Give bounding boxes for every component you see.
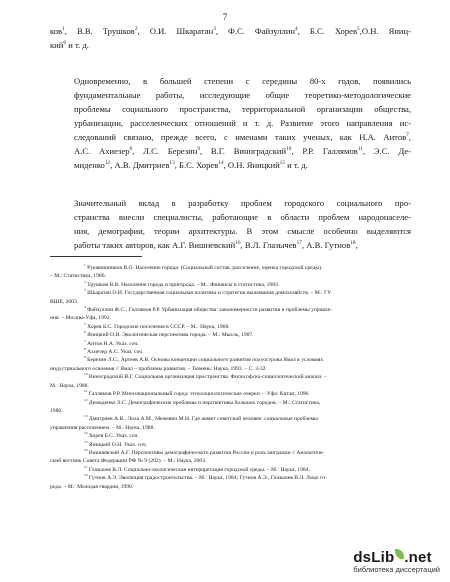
footnote-line: [50, 340, 411, 348]
footnote-number: 8: [84, 348, 86, 352]
footnote-text: Глазычев В.Л. Социально-экологическая интерпретация городской среды. – М.: Наука, 1984.: [88, 466, 310, 473]
footnote-text: Галлямов Р.Р. Многонациональный город: этносоциологические очерки. – Уфа: Китап, 1996.: [88, 391, 310, 398]
footnote-text: Виноградский В.Г. Социальная организация пространства. Философско-социологический анализ. –: [88, 374, 327, 381]
text-run: странства внесли специалисты, работающие в области проблем народонаселе-: [74, 212, 411, 222]
footnote-item: [50, 441, 411, 449]
footnote-number: 2: [84, 280, 86, 284]
footnote-number: 18: [84, 474, 88, 478]
footnote-line: [50, 449, 411, 457]
footnote-line: [50, 441, 411, 449]
footnote-number: 14: [84, 432, 88, 436]
footnote-text: управления расселением. – М.: Наука, 1988.: [50, 424, 155, 431]
footnote-text: – М.: Статистика, 1980.: [50, 273, 106, 280]
text-run: и т. д.: [285, 160, 308, 170]
footnote-line: [50, 298, 411, 306]
footnote-text: Гутнов А.Э. Эволюция градостроительства. – М.: Наука, 1984; Гутнов А.Э., Глазычев В.Л. Лицо го-: [88, 475, 327, 482]
text-run: , О.И. Шкаратан: [137, 26, 214, 36]
footnote-text: ский вестник Совета Федерации РФ № 9 (202). – М.: Наука, 2003.: [50, 458, 207, 465]
dslib-watermark[interactable]: [353, 549, 440, 574]
footnote-line: [50, 432, 411, 440]
footnote-text: рода. – М.: Молодая гвардия, 1990.: [50, 483, 134, 490]
text-run: , Л.С. Березин: [132, 146, 198, 156]
footnotes-list: [50, 264, 411, 491]
footnote-text: индустриального освоения // Ямал – проблемы развития. – Тюмень: Наука, 1993. – С. 3-32.: [50, 365, 267, 372]
text-line: [50, 38, 411, 52]
footnote-ref: 8: [129, 146, 133, 153]
footnote-item: [50, 415, 411, 432]
text-run: , Ф.С. Файзуллин: [215, 26, 296, 36]
footnote-number: 3: [84, 289, 86, 293]
footnote-line: [50, 272, 411, 280]
footnote-item: [50, 373, 411, 390]
footnote-number: 4: [84, 306, 86, 310]
text-run: , В.В. Трушков: [64, 26, 135, 36]
footnote-number: 7: [84, 339, 86, 343]
text-run: ,: [355, 240, 358, 250]
text-run: , Б.С. Хорев: [174, 160, 219, 170]
footnote-number: 17: [84, 465, 88, 469]
text-run: , Б.С. Хорев: [297, 26, 358, 36]
footnote-text: Шкаратан О.И. Государственная социальная политика и стратегии выживания домохозяйств. – М.: ГУ: [87, 290, 332, 297]
footnote-ref: 11: [357, 146, 363, 153]
footnote-line: [50, 331, 411, 339]
text-run: , А.В. Гутнов: [301, 240, 351, 250]
footnote-line: [50, 390, 411, 398]
text-line: [50, 116, 411, 130]
footnote-ref: 16: [235, 240, 241, 247]
footnote-text: Яницкий О.Н. Экологическая перспектива города. – М.: Мысль, 1987.: [87, 332, 254, 339]
footnote-item: [50, 449, 411, 466]
footnote-number: 9: [84, 356, 86, 360]
footnote-number: 6: [84, 331, 86, 335]
footnote-text: Трушков В.В. Население города и пригорода. – М.: Финансы и статистика, 1983.: [87, 281, 280, 288]
footnote-ref: 5: [357, 26, 360, 33]
text-run: , О.Н. Яницкий: [223, 160, 280, 170]
footnote-line: [50, 314, 411, 322]
footnote-number: 15: [84, 440, 88, 444]
footnote-item: [50, 264, 411, 281]
text-run: следований связано, прежде всего, с именами таких ученых, как Н.А. Аитов: [74, 132, 407, 142]
text-line: [50, 130, 411, 144]
footnote-item: [50, 348, 411, 356]
footnote-ref: 2: [134, 26, 138, 33]
text-run: урбанизации, расселенческих отношений и т. д. Развитие этого направления ис-: [74, 118, 411, 128]
footnote-text: М.: Наука, 1988.: [50, 382, 89, 389]
footnote-line: [50, 382, 411, 390]
footnote-item: [50, 340, 411, 348]
footnote-ref: 7: [406, 132, 409, 139]
text-run: ния, демографии, теории архитектуры. В этом смысле особенно выделяются: [74, 226, 411, 236]
footnote-number: 11: [84, 390, 88, 394]
text-line: [50, 196, 411, 210]
text-line: [50, 158, 411, 172]
footnote-item: [50, 323, 411, 331]
footnote-item: [50, 432, 411, 440]
text-run: кий: [50, 40, 64, 50]
footnote-ref: 12: [104, 160, 111, 167]
footnote-text: ния. – Москва-Уфа, 1992.: [50, 315, 111, 322]
footnote-line: [50, 348, 411, 356]
text-run: ,: [408, 132, 411, 142]
footnote-text: Яницкий О.Н. Указ. соч.: [88, 441, 147, 448]
footnote-line: [50, 356, 411, 364]
footnote-line: [50, 466, 411, 474]
footnote-line: [50, 306, 411, 314]
footnote-line: [50, 415, 411, 423]
footnote-line: [50, 474, 411, 482]
text-line: [50, 144, 411, 158]
footnote-item: [50, 398, 411, 419]
footnote-item: [50, 466, 411, 474]
text-line: [50, 102, 411, 116]
footnote-text: Хорев Б.С. Указ. соч.: [88, 433, 139, 440]
dslib-subtitle: библиотека диссертаций: [353, 565, 440, 574]
footnote-number: 16: [84, 448, 88, 453]
text-run: , Э.С. Де-: [362, 146, 411, 156]
footnote-ref: 9: [197, 146, 200, 153]
footnote-text: Хорев Б.С. Городские поселения в СССР. – М.: Наука, 1968.: [87, 323, 230, 330]
footnote-ref: 17: [296, 240, 302, 247]
text-line: [50, 238, 411, 252]
footnote-line: [50, 323, 411, 331]
footnote-item: [50, 356, 411, 373]
footnote-ref: 6: [63, 40, 67, 47]
text-run: , А.В. Дмитриев: [110, 160, 170, 170]
text-line: [50, 24, 411, 38]
text-line: [50, 224, 411, 238]
page-number: 7: [222, 12, 228, 22]
footnote-line: [50, 483, 411, 491]
text-run: , В.Л. Глазычев: [240, 240, 297, 250]
footnote-item: [50, 474, 411, 491]
footnote-number: 12: [84, 398, 88, 402]
footnote-text: ВШЕ, 2003.: [50, 298, 79, 305]
text-run: , Р.Р. Галлямов: [291, 146, 358, 156]
footnote-line: [50, 289, 411, 297]
footnote-ref: 14: [218, 160, 224, 167]
footnote-text: Аитов Н.А. Указ. соч.: [87, 340, 139, 347]
footnote-number: 1: [84, 264, 86, 268]
footnote-ref: 4: [295, 26, 298, 33]
footnote-item: [50, 390, 411, 398]
text-run: , В.Г. Виноградский: [199, 146, 287, 156]
footnote-separator: [50, 256, 142, 257]
text-run: ков: [50, 26, 63, 36]
text-run: Одновременно, в большей степени с середины 80-х годов, появились: [74, 76, 411, 86]
text-run: проблемы социального пространства, территориальной организации общества,: [74, 104, 411, 114]
text-run: и т. д.: [66, 40, 89, 50]
text-run: миденко: [74, 160, 105, 170]
footnote-text: Березин Л.С., Артеев А.В. Основы концепции социального развития полуострова Ямал в условиях: [87, 357, 324, 364]
footnote-ref: 18: [350, 240, 356, 247]
text-run: Значительный вклад в разработку проблем городского социального про-: [74, 198, 411, 208]
paragraph-authors-list: [50, 24, 411, 52]
footnote-line: [50, 399, 411, 407]
footnote-number: 10: [84, 373, 88, 377]
footnote-ref: 10: [286, 146, 292, 153]
footnote-text: 1980.: [50, 407, 63, 414]
text-line: [50, 88, 411, 102]
text-line: [50, 210, 411, 224]
footnote-text: Демиденко Э.С. Демографические проблемы и перспективы больших городов. – М.: Статистика,: [88, 399, 321, 406]
footnote-line: [50, 264, 411, 272]
footnote-line: [50, 407, 411, 415]
footnote-ref: 1: [62, 26, 65, 33]
footnote-line: [50, 373, 411, 381]
footnote-item: [50, 306, 411, 323]
footnote-number: 5: [84, 322, 86, 326]
footnote-line: [50, 424, 411, 432]
footnote-ref: 15: [279, 160, 285, 167]
footnote-text: Рукавишников В.О. Население города: (Социальный состав, расселение, оценка городской среды).: [87, 265, 323, 271]
text-line: [50, 74, 411, 88]
footnote-line: [50, 457, 411, 465]
footnote-text: Вишневский А.Г. Перспективы демографического развития России и роль миграции // Аналитиче-: [88, 449, 325, 456]
footnote-line: [50, 365, 411, 373]
text-run: А.С. Ахиезер: [74, 146, 130, 156]
footnote-line: [50, 281, 411, 289]
leaf-icon: [395, 549, 404, 559]
footnote-number: 13: [84, 415, 88, 419]
footnote-text: Ахиезер А.С. Указ. соч.: [87, 349, 144, 356]
footnote-ref: 3: [213, 26, 216, 33]
text-run: работы таких авторов, как А.Г. Вишневский: [74, 240, 236, 250]
footnote-item: [50, 289, 411, 306]
paragraph-fundamental-works: [50, 74, 411, 172]
footnote-ref: 13: [169, 160, 175, 167]
dslib-logo: dsLib .net: [353, 549, 432, 566]
footnote-text: Дмитриев А.В., Лола А.М., Межевич М.Н. Где живет советский человек: социальные проблемы: [88, 416, 318, 423]
footnote-text: Файзуллин Ф.С., Галлямов Р.Р. Урбанизация общества: закономерности развития и проблемы управле-: [87, 307, 332, 314]
text-run: фундаментальные работы, исследующие общие теоретико-методологические: [74, 90, 411, 100]
footnote-item: [50, 331, 411, 339]
footnote-item: [50, 281, 411, 289]
paragraph-specialists-contribution: [50, 196, 411, 252]
text-run: ,О.Н. Яниц-: [359, 26, 411, 36]
